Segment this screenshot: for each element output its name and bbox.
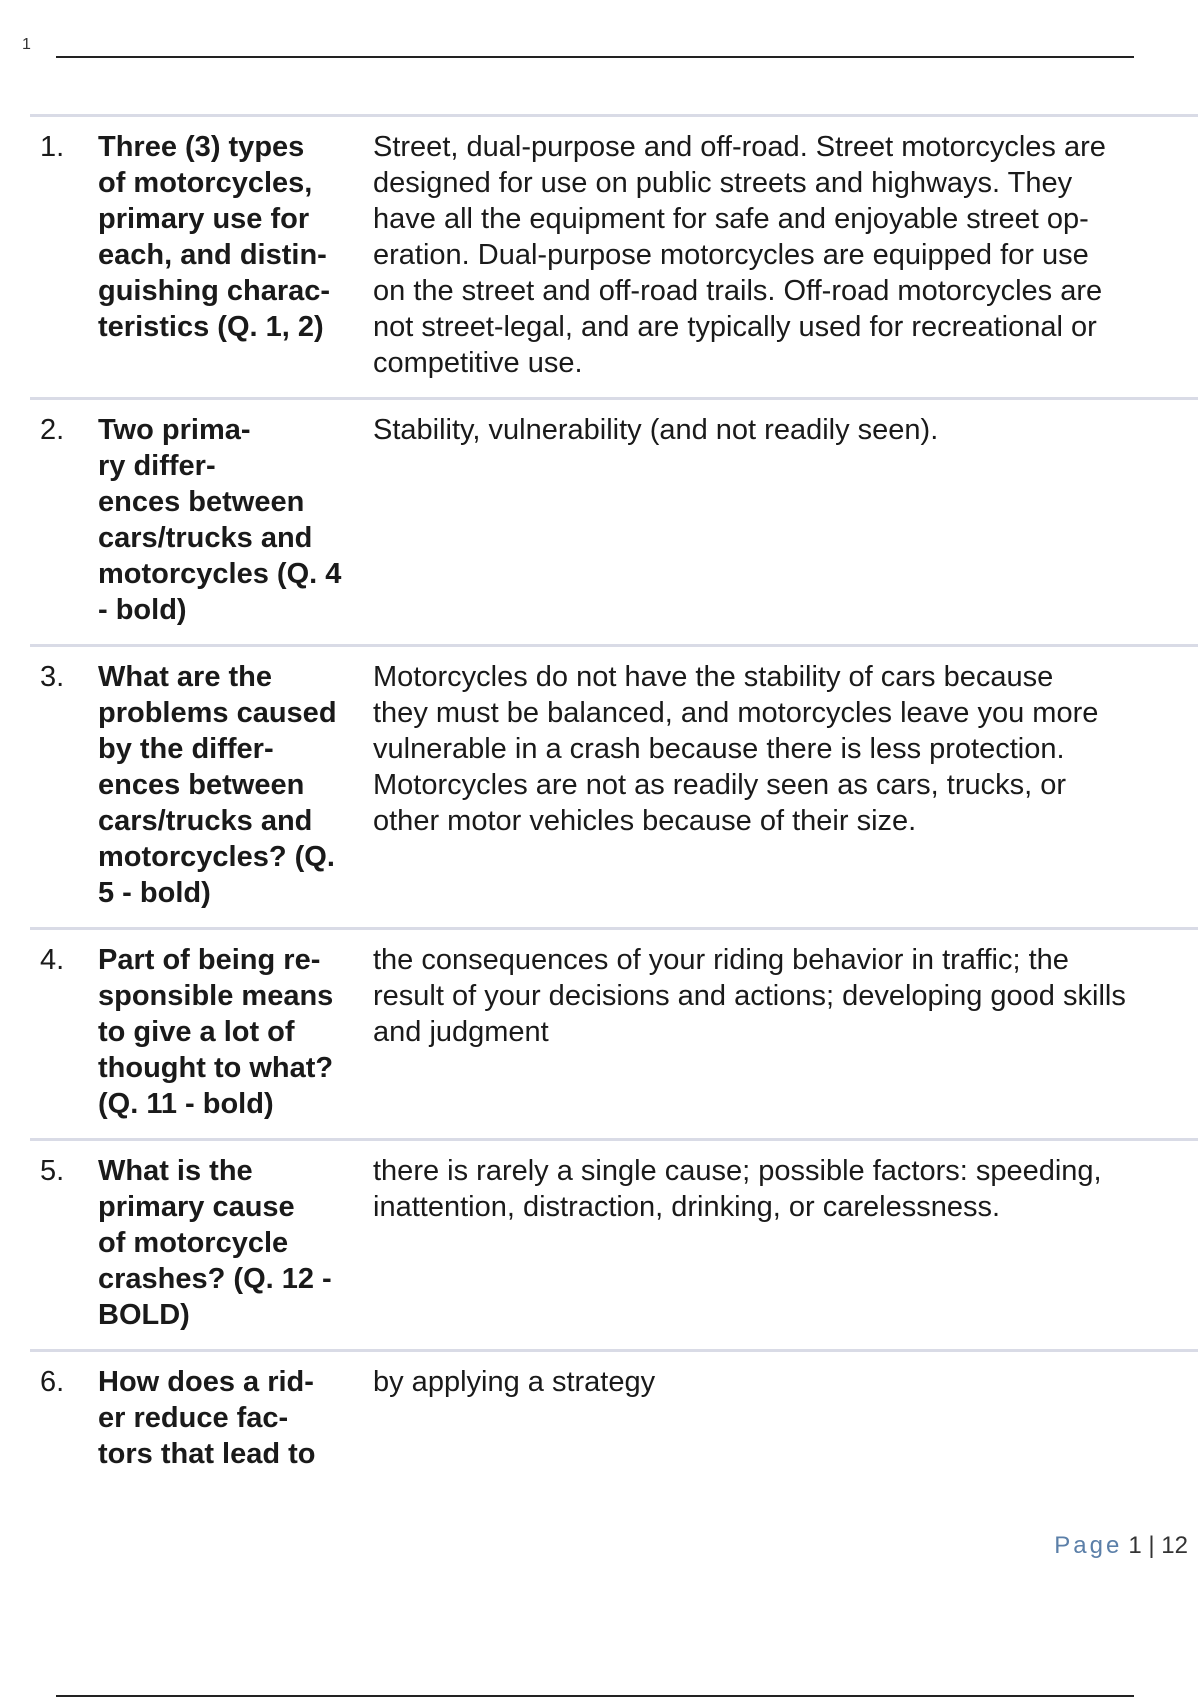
definition-text: Street, dual-purpose and off-road. Street motorcycles are designed for use on public streets and highways. They have all the equipment for safe and enjoyable street op- eration. Dual-purpose motorcycles are equipped for use on the street and off-road trails. Off-road motorcycles are not street-legal, and are typically used for recreational or competitive use.: [373, 131, 1106, 379]
term-text: Three (3) types of motorcycles, primary use for each, and distin- guishing charac- teristics (Q. 1, 2): [98, 131, 331, 343]
term-row-3: [30, 647, 1198, 930]
page-number-top: 1: [22, 36, 31, 53]
page-label: Page: [1054, 1532, 1123, 1559]
row-number: 5.: [40, 1155, 65, 1187]
page-footer: [1054, 1532, 1188, 1560]
term-row-4: [30, 930, 1198, 1141]
header-rule: [56, 56, 1134, 58]
definition-text: the consequences of your riding behavior in traffic; the result of your decisions and actions; developing good skills and judgment: [373, 944, 1126, 1048]
term-row-6: [30, 1352, 1198, 1488]
page-separator: |: [1148, 1532, 1155, 1559]
row-number: 4.: [40, 944, 65, 976]
definition-text: Stability, vulnerability (and not readily seen).: [373, 414, 939, 446]
definition-text: Motorcycles do not have the stability of cars because they must be balanced, and motorcycles leave you more vulnerable in a crash because there is less protection. Motorcycles are not as readily seen as cars, trucks, or other motor vehicles because of their size.: [373, 661, 1099, 837]
footer-rule: [56, 1695, 1134, 1697]
row-number: 2.: [40, 414, 65, 446]
term-row-5: [30, 1141, 1198, 1352]
term-text: Two prima- ry differ- ences between cars/trucks and motorcycles (Q. 4 - bold): [98, 414, 342, 626]
current-page: 1: [1128, 1532, 1142, 1559]
term-row-1: [30, 117, 1198, 400]
row-number: 6.: [40, 1366, 65, 1398]
row-number: 3.: [40, 661, 65, 693]
term-text: What is the primary cause of motorcycle crashes? (Q. 12 - BOLD): [98, 1155, 332, 1331]
term-row-2: [30, 400, 1198, 647]
term-text: What are the problems caused by the differ- ences between cars/trucks and motorcycles? (Q. 5 - bold): [98, 661, 337, 909]
total-pages: 12: [1161, 1532, 1188, 1559]
row-number: 1.: [40, 131, 65, 163]
term-text: Part of being re- sponsible means to give a lot of thought to what? (Q. 11 - bold): [98, 944, 334, 1120]
term-text: How does a rid- er reduce fac- tors that lead to: [98, 1366, 316, 1470]
definition-text: there is rarely a single cause; possible factors: speeding, inattention, distraction, drinking, or carelessness.: [373, 1155, 1102, 1223]
terms-list: [30, 114, 1198, 1488]
definition-text: by applying a strategy: [373, 1366, 656, 1398]
